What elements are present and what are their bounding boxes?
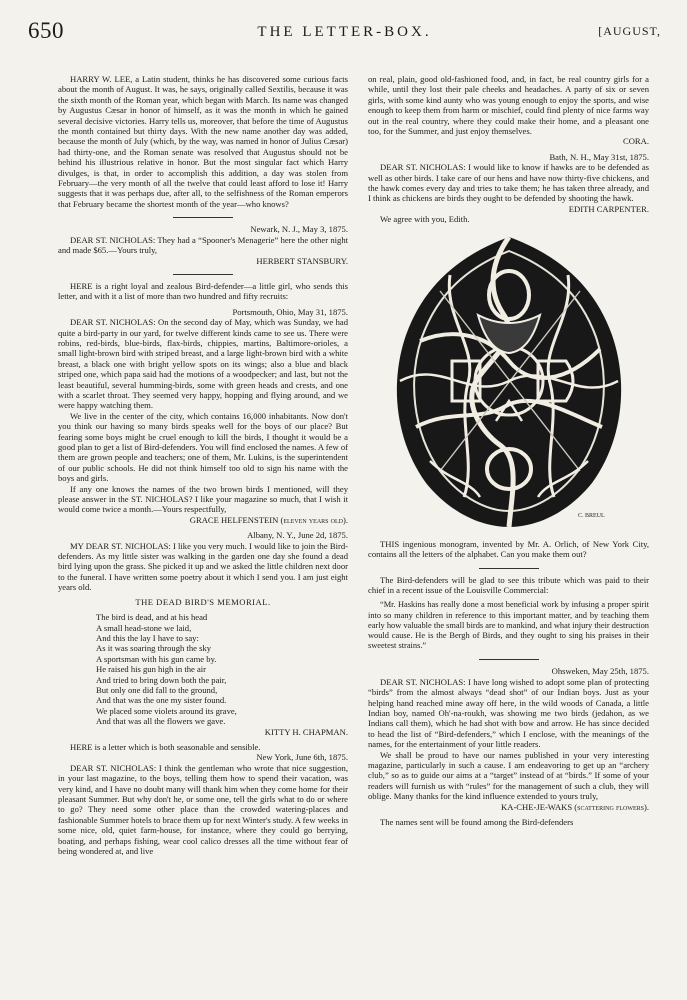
poem-line: He raised his gun high in the air <box>96 664 207 675</box>
poem-line: A sportsman with his gun came by. <box>96 653 217 664</box>
intro-paragraph: HERE is a letter which is both seasonable and sensible. <box>70 741 261 752</box>
intro-paragraph: HERE is a right loyal and zealous Bird-defender—a little girl, who sends this letter, and with it a list of more than two hundred and fifty recruits: <box>58 280 348 302</box>
poem-line: And that was the one my sister found. <box>96 695 227 706</box>
running-title: THE LETTER-BOX. <box>257 24 432 40</box>
divider <box>173 274 233 275</box>
newspaper-quote: “Mr. Haskins has really done a most beneficial work by infusing a proper spirit into so many children in reference to this important matter, and by teaching them early how valuable the small birds are to mankind, and what injury their destruction would cause. He is the Bergh of Birds, and they ought to sing his praises in their sweetest strains.” <box>368 600 649 651</box>
poem-line: But only one did fall to the ground, <box>96 684 218 695</box>
poem-line: And this the lay I have to say: <box>96 632 199 643</box>
harry-lee-paragraph: HARRY W. LEE, a Latin student, thinks he has discovered some curious facts about the month of August. It was, he says, originally called Sextilis, because it was the sixth month of the Roman year, which began with March. Its name was changed by Augustus Cæsar in honor of himself, as it was the month in which he gained several decisive victories. Harry tells us, moreover, that before the time of Augustus the month contained but thirty days. With the new name another day was added, because the month of July (which, by the way, was named in honor of Julius Cæsar) had thirty-one, and the Roman senate was resolved that Augustus should not be behind his illustrious relative in honor. But the most singular fact which Harry divulges, is that, in order to accomplish this addition, a day was stolen from February—the very month of all the twelve that could least afford to lose it! Harry suggests that it was perhaps due, after all, to the selfishness of the Roman emperors that February became the shortest month of the year—who knows? <box>58 74 348 209</box>
divider <box>173 217 233 218</box>
monogram-caption: THIS ingenious monogram, invented by Mr. A. Orlich, of New York City, contains all the letters of the alphabet. Can you make them out? <box>368 538 649 560</box>
engraver-credit: C. BREUL <box>577 512 605 519</box>
letter-body: DEAR ST. NICHOLAS: I think the gentleman who wrote that nice suggestion, in your last magazine, to the boys, telling them how to spend their vacation, was very kind, and I have no doubt many will thank him when they come home for their pleasant Summer. But why don't he, or some one, tell the girls what to do or where to go? They need some other place than the crowded watering-places and fashionable Summer hotels to brace them up for next Winter's study. A few weeks in some nice, old, quiet farm-house, for instance, where they could go berrying, boating, and perhaps fishing, wear cool calico dresses all the time without fear of being wondered at, and live <box>58 762 348 857</box>
letter-place-date: Newark, N. J., May 3, 1875. <box>250 224 348 235</box>
letter-body: DEAR ST. NICHOLAS: On the second day of May, which was Sunday, we had quite a bird-party in our yard, for twelve different kinds came to see us. There were robins, red-birds, blue-birds, flax-birds, chippies, martins, Baltimore-orioles, a small light-brown bird with striped breast, and a large light-brown bird with a white breast, a black one with bright yellow spots on its wings; also a blue and black striped one, which papa said had the motions of a woodpecker; and last, but not the least beautiful, several humming-birds, some with green heads and crests, and one with a scarlet throat. They seemed very happy, hopping and flying around, and we were happy watching them. <box>58 317 348 411</box>
divider <box>479 568 539 569</box>
intro-paragraph: The Bird-defenders will be glad to see this tribute which was paid to their chief in a recent issue of the Louisville Commercial: <box>368 574 649 595</box>
letter-body: MY DEAR ST. NICHOLAS: I like you very much. I would like to join the Bird-defenders. As my little sister was walking in the garden one day she found a dead bird lying upon the grass. She picked it up and we asked the little children next door to the funeral. I have written some poetry about it which I send you. I am just eight years old. <box>58 540 348 593</box>
running-month: [AUGUST, <box>598 24 661 38</box>
letter-signature: KA-CHE-JE-WAKS (scattering flowers). <box>501 801 649 812</box>
poem <box>58 612 348 726</box>
poem-line: As it was soaring through the sky <box>96 643 212 654</box>
letter-body: We live in the center of the city, which contains 16,000 inhabitants. Now don't you think our having so many birds speaks well for the boys of our place? But fearing some boys might be cruel enough to kill the birds, I thought it would be a good plan to get a list of Bird-defenders. You will find enclosed the names. A few of them are grown people and teachers; one of them, Mr. Lukins, is the superintendent of our public schools. He did not think himself too old to sign his name with the boys and girls. <box>58 410 348 484</box>
letter-place-date: Ohsweken, May 25th, 1875. <box>551 666 649 677</box>
poem-line: And that was all the flowers we gave. <box>96 716 226 727</box>
letter-signature: HERBERT STANSBURY. <box>256 255 348 266</box>
letter-continuation: on real, plain, good old-fashioned food, and, in fact, be real country girls for a while, until they lost their pale cheeks and headaches. A party of six or seven girls, with some kind aunty who was young enough to enjoy the sports, and wise enough to keep them from harm or mischief, could find plenty of nice farms way out in the real country, where they could make their home, and a pleasant one too, for the Summer, and just enjoy themselves. <box>368 74 649 137</box>
letter-signature: CORA. <box>622 136 649 147</box>
alphabet-monogram-illustration <box>380 231 638 531</box>
editor-note: The names sent will be found among the Bird-defenders <box>380 817 574 828</box>
letter-place-date: Bath, N. H., May 31st, 1875. <box>549 151 649 162</box>
page-number: 650 <box>28 18 64 43</box>
letter-body: DEAR ST. NICHOLAS: I would like to know if hawks are to be defended as well as other birds. I take care of our hens and have now thirty-five chickens, and the hawk comes every day and tries to take them; he has taken three already, and I think as chickens are birds they ought to be defended by shooting the hawk. <box>368 162 649 204</box>
letter-body: We shall be proud to have our names published in your very interesting magazine, particularly in such a cause. I am endeavoring to get up an “archery club,” so as to guide our aims at a “target” instead of at “birds.” If some of your readers will furnish us with “rules” for the management of such a club, they will oblige. Many thanks for the kind influence extended to yours truly, <box>368 749 649 802</box>
letter-signature: KITTY H. CHAPMAN. <box>264 726 348 737</box>
poem-line: A small head-stone we laid, <box>96 622 192 633</box>
right-column <box>368 74 649 827</box>
poem-line: And tried to bring down both the pair, <box>96 674 227 685</box>
letter-body: DEAR ST. NICHOLAS: They had a “Spooner's Menagerie” here the other night and made $65.—Yours truly, <box>58 234 348 256</box>
poem-line: The bird is dead, and at his head <box>96 612 208 623</box>
poem-line: We placed some violets around its grave, <box>96 705 237 716</box>
letter-signature: EDITH CARPENTER. <box>568 203 649 214</box>
poem-title: THE DEAD BIRD'S MEMORIAL. <box>135 596 271 607</box>
editor-reply: We agree with you, Edith. <box>380 214 470 225</box>
letter-place-date: New York, June 6th, 1875. <box>256 752 348 763</box>
letter-body: If any one knows the names of the two brown birds I mentioned, will they please answer in the ST. NICHOLAS? I like your magazine so much, that I wish it would come twice a month.—Yours respectfully, <box>58 483 348 515</box>
letter-place-date: Albany, N. Y., June 2d, 1875. <box>247 530 348 541</box>
letter-place-date: Portsmouth, Ohio, May 31, 1875. <box>232 306 348 317</box>
left-column <box>58 74 348 856</box>
divider <box>479 659 539 660</box>
page-header <box>28 18 661 58</box>
letter-signature: GRACE HELFENSTEIN (eleven years old). <box>189 514 348 525</box>
letter-body: DEAR ST. NICHOLAS: I have long wished to adopt some plan of protecting “birds” from the almost always “dead shot” of our Indian boys. Just as your helping hand reached mine away off here, in the wild woods of Canada, a little Indian boy, named Oh'-na-roukh, was showing me two birds (jedahon, as we Indians call them), which he had shot with bow and arrow. He has since decided to head the list of “Bird-defenders,” which I enclose, with the meanings of the names, for the entertainment of your little readers. <box>368 676 649 750</box>
